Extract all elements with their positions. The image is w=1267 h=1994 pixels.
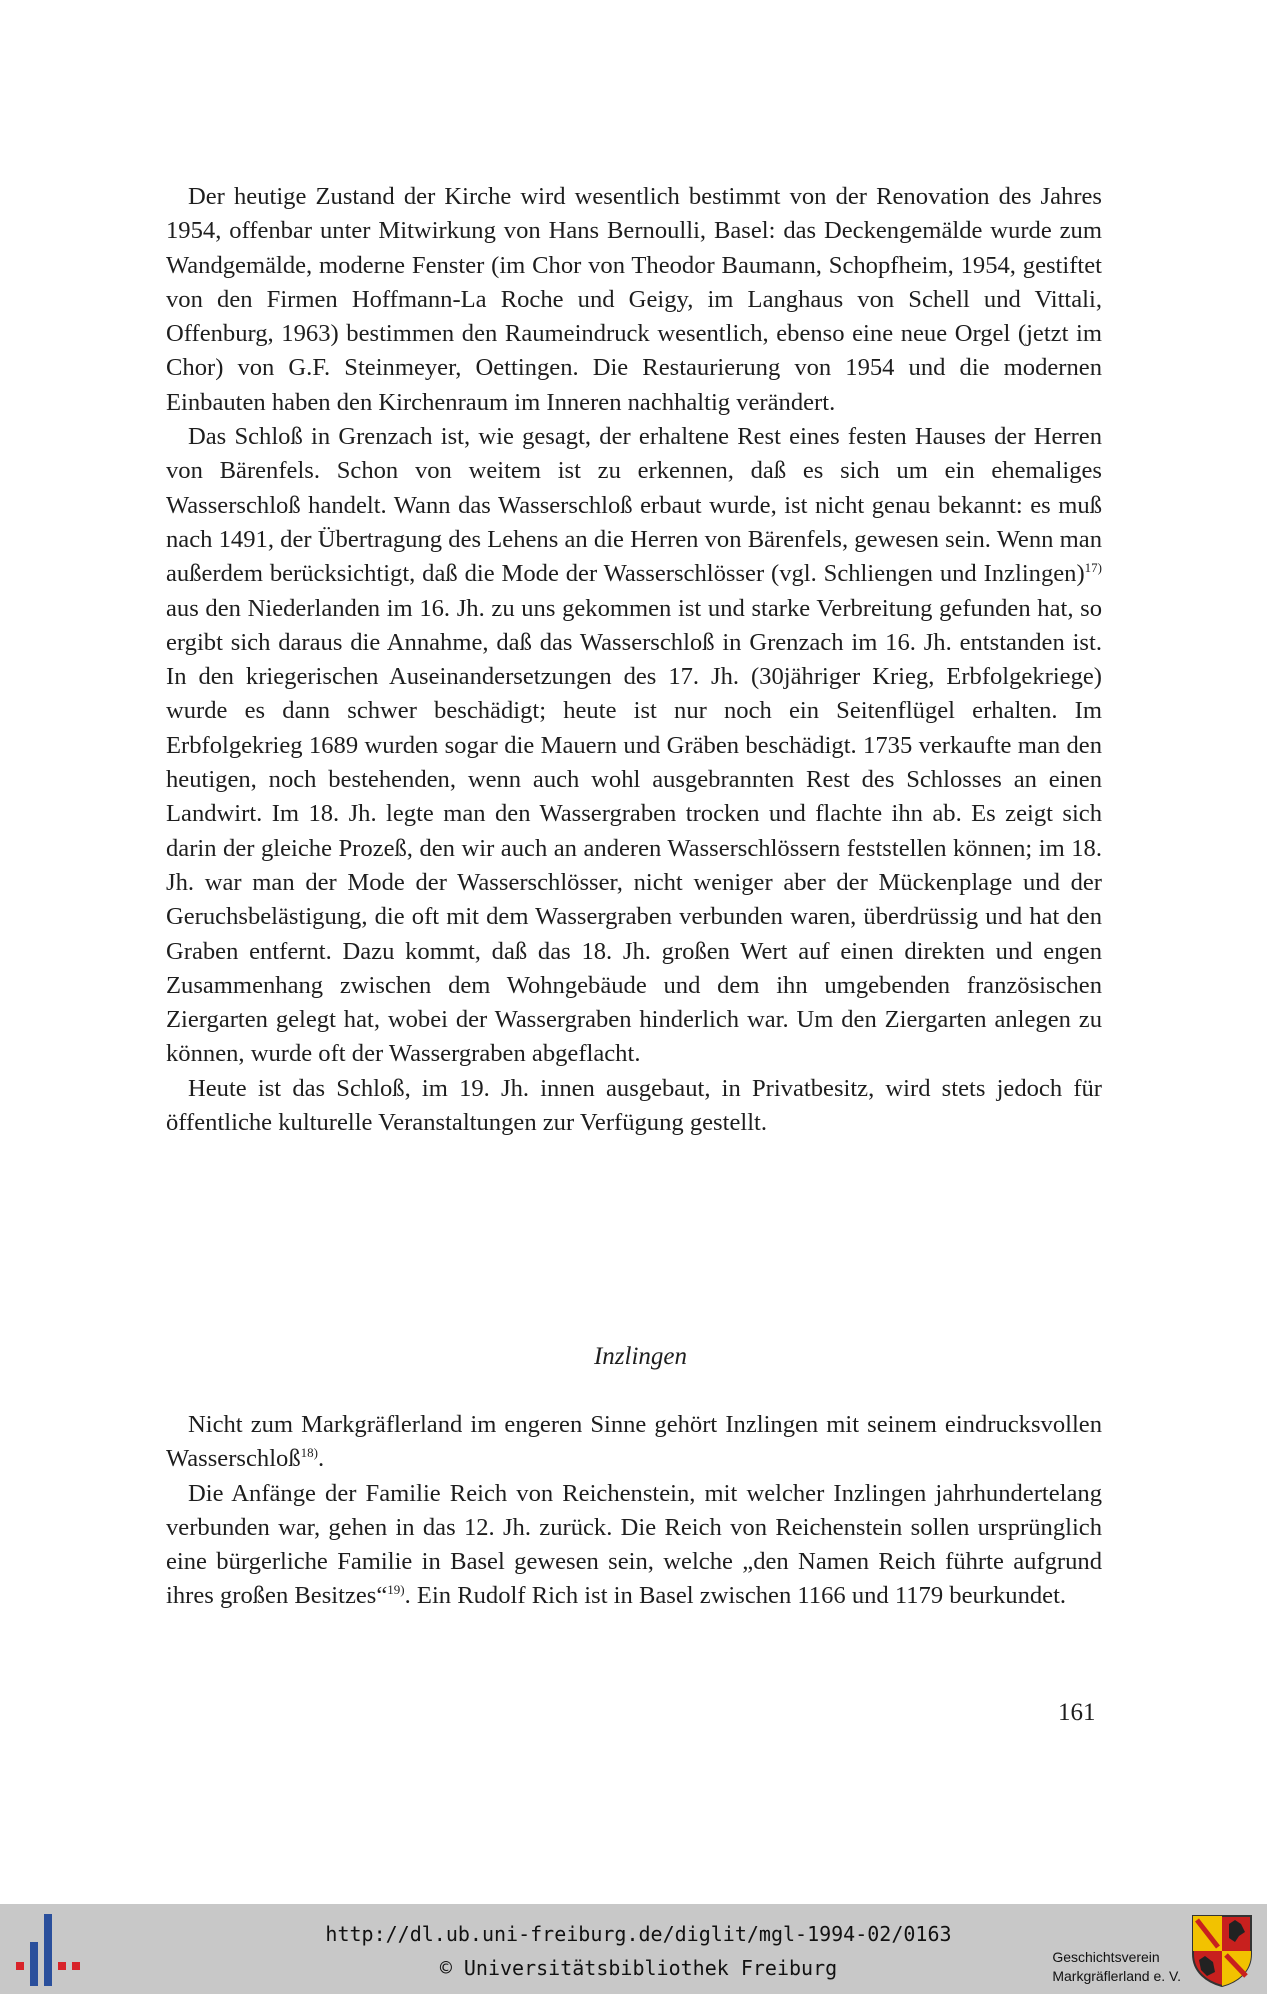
body-text-section-1 [166, 180, 1102, 1140]
paragraph-text: . [317, 1445, 325, 1473]
paragraph-text: aus den Niederlanden im 16. Jh. zu uns gekommen ist und starke Verbreitung gefunden hat, so ergibt sich daraus die Annahme, daß das Wasserschloß in Grenzach im 16. Jh. entstanden ist. In den kriegerischen Auseinandersetzungen des 17. Jh. (30jähriger Krieg, Erbfolgekriege) wurde es dann schwer beschädigt; heute ist nur noch ein Seitenflügel erhalten. Im Erbfolgekrieg 1689 wurden sogar die Mauern und Gräben beschädigt. 1735 verkaufte man den heutigen, noch bestehenden, wenn auch wohl ausgebrannten Rest des Schlosses an einen Landwirt. Im 18. Jh. legte man den Wassergraben trocken und flachte ihn ab. Es zeigt sich darin der gleiche Prozeß, den wir auch an anderen Wasserschlössern feststellen können; im 18. Jh. war man der Mode der Wasserschlösser, nicht weniger aber der Mückenplage und der Geruchsbelästigung, die oft mit dem Wassergraben verbunden waren, überdrüssig und hat den Graben entfernt. Dazu kommt, daß das 18. Jh. großen Wert auf einen direkten und engen Zusammenhang zwischen dem Wohngebäude und dem ihn umgebenden französischen Ziergarten gelegt hat, wobei der Wassergraben hinderlich war. Um den Ziergarten anlegen zu können, wurde oft der Wassergraben abgeflacht. [166, 594, 1102, 1068]
paragraph: Der heutige Zustand der Kirche wird wesentlich bestimmt von der Renovation des Jahres 1954, offenbar unter Mitwirkung von Hans Bernoulli, Basel: das Deckengemälde wurde zum Wandgemälde, moderne Fenster (im Chor von Theodor Baumann, Schopfheim, 1954, gestiftet von den Firmen Hoffmann-La Roche und Geigy, im Langhaus von Schell und Vittali, Offenburg, 1963) bestimmen den Raumeindruck wesentlich, ebenso eine neue Orgel (jetzt im Chor) von G.F. Steinmeyer, Oettingen. Die Restaurierung von 1954 und die modernen Einbauten haben den Kirchenraum im Inneren nachhaltig verändert. [166, 183, 1102, 416]
paragraph [166, 1408, 1102, 1477]
footnote-reference: 19) [387, 1582, 405, 1598]
footnote-reference: 17) [1084, 560, 1102, 576]
viewer-footer [0, 1904, 1267, 1994]
society-name-line: Geschichtsverein [1052, 1949, 1160, 1965]
paragraph-text: Nicht zum Markgräflerland im engeren Sinne gehört Inzlingen mit seinem eindrucksvollen Wasserschloß [166, 1411, 1102, 1473]
paragraph [166, 1477, 1102, 1614]
section-heading: Inzlingen [593, 1343, 688, 1370]
paragraph-text: Die Anfänge der Familie Reich von Reichenstein, mit welcher Inzlingen jahrhundertelang verbunden war, gehen in das 12. Jh. zurück. Die Reich von Reichenstein sollen ursprünglich eine bürgerliche Familie in Basel gewesen sein, welche „den Namen Reich führte aufgrund ihres großen Besitzes“ [166, 1479, 1102, 1610]
coat-of-arms-icon [1191, 1914, 1253, 1988]
society-name-line: Markgräflerland e. V. [1052, 1968, 1181, 1984]
document-url-link[interactable]: http://dl.ub.uni-freiburg.de/diglit/mgl-1994-02/0163 [325, 1922, 952, 1946]
paragraph [166, 420, 1102, 1072]
body-text-section-2 [166, 1408, 1102, 1614]
paragraph: Heute ist das Schloß, im 19. Jh. innen ausgebaut, in Privatbesitz, wird stets jedoch für öffentliche kulturelle Veranstaltungen zur Verfügung gestellt. [166, 1074, 1102, 1137]
paragraph-text: Das Schloß in Grenzach ist, wie gesagt, der erhaltene Rest eines festen Hauses der Herren von Bärenfels. Schon von weitem ist zu erkennen, daß es sich um ein ehemaliges Wasserschloß handelt. Wann das Wasserschloß erbaut wurde, ist nicht genau bekannt: es muß nach 1491, der Übertragung des Lehens an die Herren von Bärenfels, gewesen sein. Wenn man außerdem berücksichtigt, daß die Mode der Wasserschlösser (vgl. Schliengen und Inzlingen) [166, 423, 1102, 588]
page-number: 161 [1058, 1699, 1096, 1726]
footnote-reference: 18) [300, 1445, 318, 1461]
copyright-notice: © Universitätsbibliothek Freiburg [439, 1956, 838, 1980]
society-name [1052, 1948, 1181, 1986]
paragraph-text: . Ein Rudolf Rich ist in Basel zwischen 1166 und 1179 beurkundet. [404, 1582, 1067, 1610]
